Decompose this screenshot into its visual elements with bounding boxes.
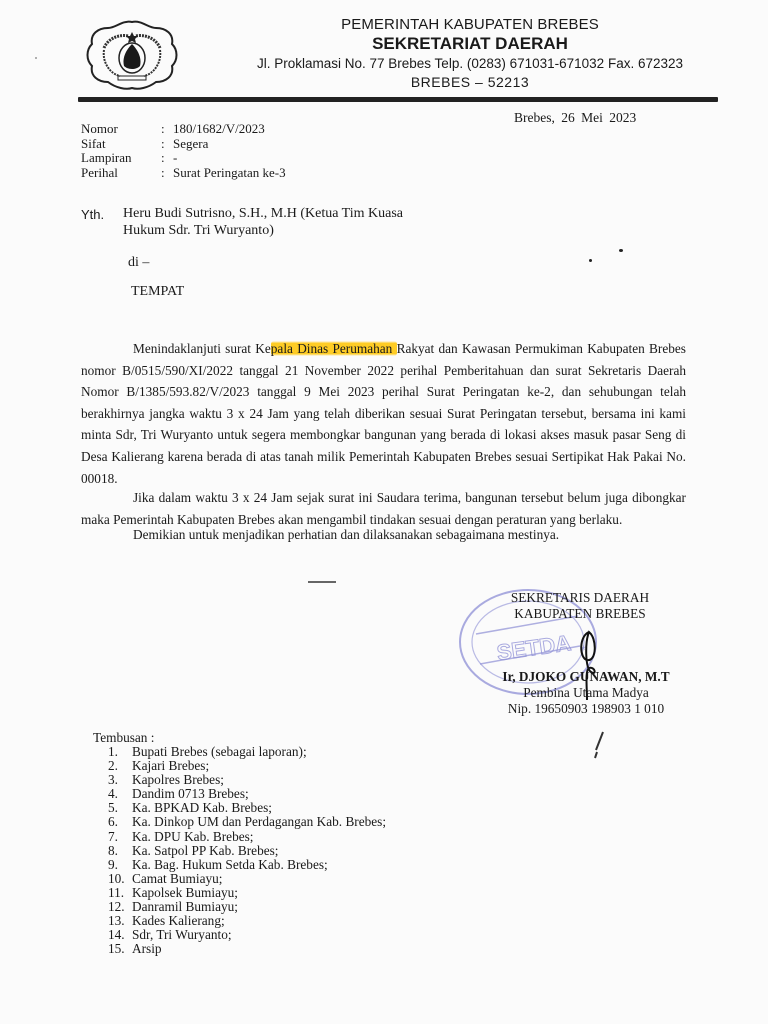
- recipient-line-1: Heru Budi Sutrisno, S.H., M.H (Ketua Tim Kuasa: [123, 206, 404, 221]
- place-date: Brebes, 26 Mei 2023: [514, 110, 637, 125]
- letterhead-office: SEKRETARIAT DAERAH: [372, 34, 568, 53]
- meta-value: Surat Peringatan ke-3: [173, 164, 286, 180]
- paragraph-text: Menindaklanjuti surat Ke: [133, 341, 271, 356]
- letterhead-city-postcode: BREBES – 52213: [410, 74, 530, 90]
- signatory-nip: Nip. 19650903 198903 1 010: [507, 701, 665, 716]
- list-item: 14. Sdr, Tri Wuryanto;: [108, 927, 232, 943]
- initial-mark-icon: [592, 730, 606, 760]
- list-item: 10. Camat Bumiayu;: [108, 870, 223, 886]
- list-item: 13. Kades Kalierang;: [108, 913, 225, 929]
- meta-key: Perihal: [81, 164, 118, 180]
- meta-colon: :: [161, 135, 165, 151]
- scan-speck: [619, 249, 623, 252]
- letterhead-government: PEMERINTAH KABUPATEN BREBES: [341, 16, 599, 33]
- body-paragraph-1: [81, 338, 686, 489]
- list-item: 11. Kapolsek Bumiayu;: [108, 884, 238, 900]
- svg-text:*: *: [581, 643, 586, 657]
- list-item: 6. Ka. Dinkop UM dan Perdagangan Kab. Brebes;: [108, 814, 387, 830]
- scan-speck: [589, 259, 592, 262]
- signatory-title-2: KABUPATEN BREBES: [514, 605, 646, 621]
- signatory-rank: Pembina Utama Madya: [523, 685, 649, 700]
- meta-colon: :: [161, 164, 165, 180]
- paragraph-text: Jika dalam waktu 3 x 24 Jam sejak surat ini Saudara terima, bangunan tersebut belum juga dibongkar maka Pemerintah Kabupaten Brebes akan mengambil tindakan sesuai dengan peraturan yang berlaku.: [81, 490, 686, 527]
- signatory-position: [490, 590, 670, 621]
- carbon-copy-list: [108, 745, 386, 956]
- meta-colon: :: [161, 121, 165, 136]
- list-item: 12. Danramil Bumiayu;: [108, 899, 238, 915]
- list-item: 5. Ka. BPKAD Kab. Brebes;: [108, 800, 272, 816]
- recipient-di: di –: [128, 255, 150, 270]
- list-item: 8. Ka. Satpol PP Kab. Brebes;: [108, 842, 279, 858]
- recipient-address: [123, 205, 403, 239]
- meta-key: Sifat: [81, 135, 106, 151]
- recipient-salutation: Yth.: [81, 207, 105, 222]
- list-item: 4. Dandim 0713 Brebes;: [108, 786, 249, 802]
- meta-value: 180/1682/V/2023: [173, 121, 265, 136]
- meta-key: Lampiran: [81, 150, 132, 165]
- meta-row-sifat: [81, 137, 286, 152]
- list-item: 15. Arsip: [108, 941, 162, 957]
- list-item: 9. Ka. Bag. Hukum Setda Kab. Brebes;: [108, 856, 328, 872]
- list-item: 7. Ka. DPU Kab. Brebes;: [108, 828, 254, 844]
- meta-row-lampiran: [81, 151, 286, 166]
- scan-speck: [35, 57, 37, 59]
- meta-key: Nomor: [81, 121, 118, 136]
- letterhead-address: Jl. Proklamasi No. 77 Brebes Telp. (0283) 671031-671032 Fax. 672323: [256, 56, 683, 71]
- meta-colon: :: [161, 150, 165, 165]
- paragraph-text: Rakyat dan Kawasan Permukiman Kabupaten Brebes nomor B/0515/590/XI/2022 tanggal 21 November 2022 perihal Pemberitahuan dan surat Sekretaris Daerah Nomor B/1385/593.82/V/2023 tanggal 9 Mei 2023 perihal Surat Peringatan ke-2, dan sehubungan telah berakhirnya jangka waktu 3 x 24 Jam yang telah diberikan sesuai Surat Peringatan tersebut, bersama ini kami minta Sdr, Tri Wuryanto untuk segera membongkar bangunan yang berada di lokasi akses masuk pasar Seng di Desa Kalierang karena berada di atas tanah milik Pemerintah Kabupaten Brebes sesuai Sertipikat Hak Pakai No. 00018.: [81, 341, 686, 486]
- carbon-copy-label: Tembusan :: [93, 730, 155, 745]
- scan-mark: [308, 581, 336, 583]
- paragraph-text: Demikian untuk menjadikan perhatian dan dilaksanakan sebagaimana mestinya.: [133, 527, 560, 542]
- svg-text:SETDA: SETDA: [495, 630, 573, 666]
- letter-meta: [81, 122, 286, 180]
- meta-row-perihal: [81, 166, 286, 181]
- list-item: 1. Bupati Brebes (sebagai laporan);: [108, 744, 307, 759]
- body-paragraph-3: [81, 524, 686, 546]
- letterhead-divider: [78, 97, 718, 102]
- signatory-name: Ir, DJOKO GUNAWAN, M.T: [502, 669, 670, 684]
- signatory-title-1: SEKRETARIS DAERAH: [510, 590, 650, 605]
- meta-value: -: [173, 150, 178, 165]
- regency-emblem-icon: [84, 18, 180, 92]
- meta-value: Segera: [173, 135, 209, 151]
- recipient-tempat: TEMPAT: [131, 284, 185, 299]
- list-item: 2. Kajari Brebes;: [108, 758, 210, 774]
- letterhead: [190, 16, 750, 91]
- highlighted-text: pala Dinas Perumahan: [270, 341, 397, 356]
- list-item: 3. Kapolres Brebes;: [108, 772, 224, 788]
- meta-row-nomor: [81, 122, 286, 137]
- recipient-line-2: Hukum Sdr. Tri Wuryanto): [123, 223, 274, 238]
